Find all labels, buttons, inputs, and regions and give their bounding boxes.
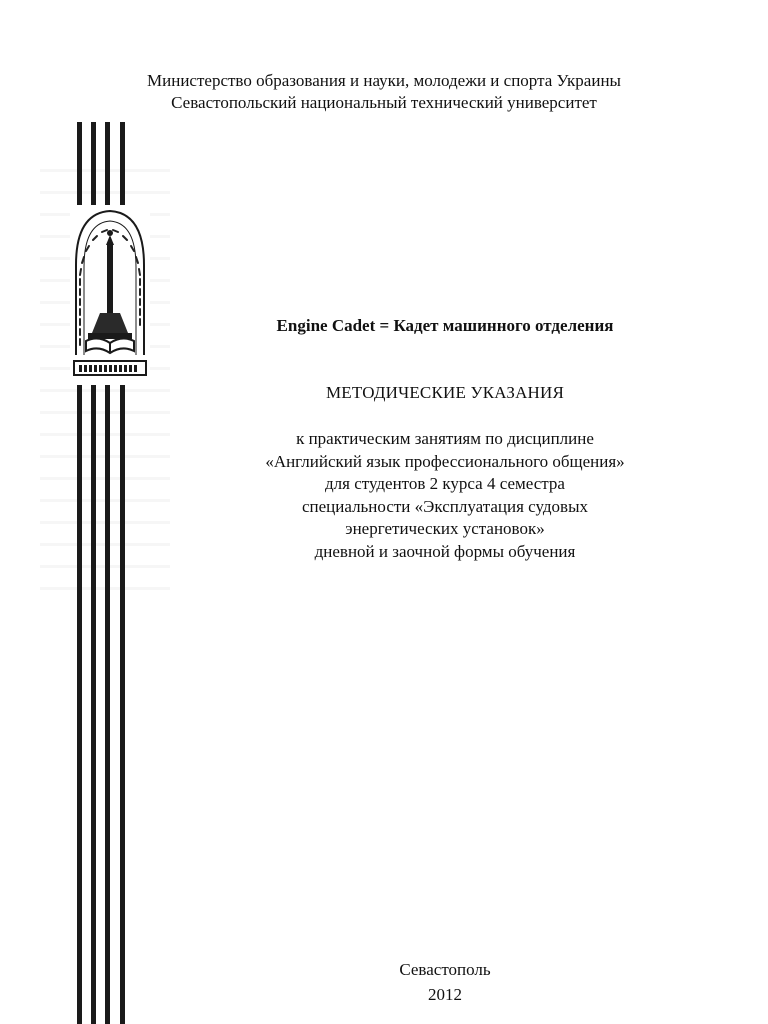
emblem-graphic [70, 205, 150, 385]
document-title: Engine Cadet = Кадет машинного отделения [276, 316, 614, 335]
description-line: к практическим занятиям по дисциплине [296, 429, 594, 448]
ministry-name: Министерство образования и науки, молодежи и спорта Украины [147, 71, 621, 90]
description-line: специальности «Эксплуатация судовых [301, 496, 589, 516]
city: Севастополь [399, 960, 491, 979]
description-line: «Английский язык профессионального общения» [265, 451, 625, 471]
document-footer [170, 957, 720, 1007]
document-subtitle: МЕТОДИЧЕСКИЕ УКАЗАНИЯ [325, 383, 565, 402]
description-line: для студентов 2 курса 4 семестра [325, 474, 565, 493]
document-description [170, 428, 720, 563]
university-emblem [70, 205, 150, 385]
document-header [0, 70, 768, 114]
description-line: дневной и заочной формы обучения [314, 541, 576, 561]
university-name: Севастопольский национальный технический университет [171, 93, 597, 112]
description-line: энергетических установок» [345, 519, 545, 538]
year: 2012 [428, 985, 462, 1004]
